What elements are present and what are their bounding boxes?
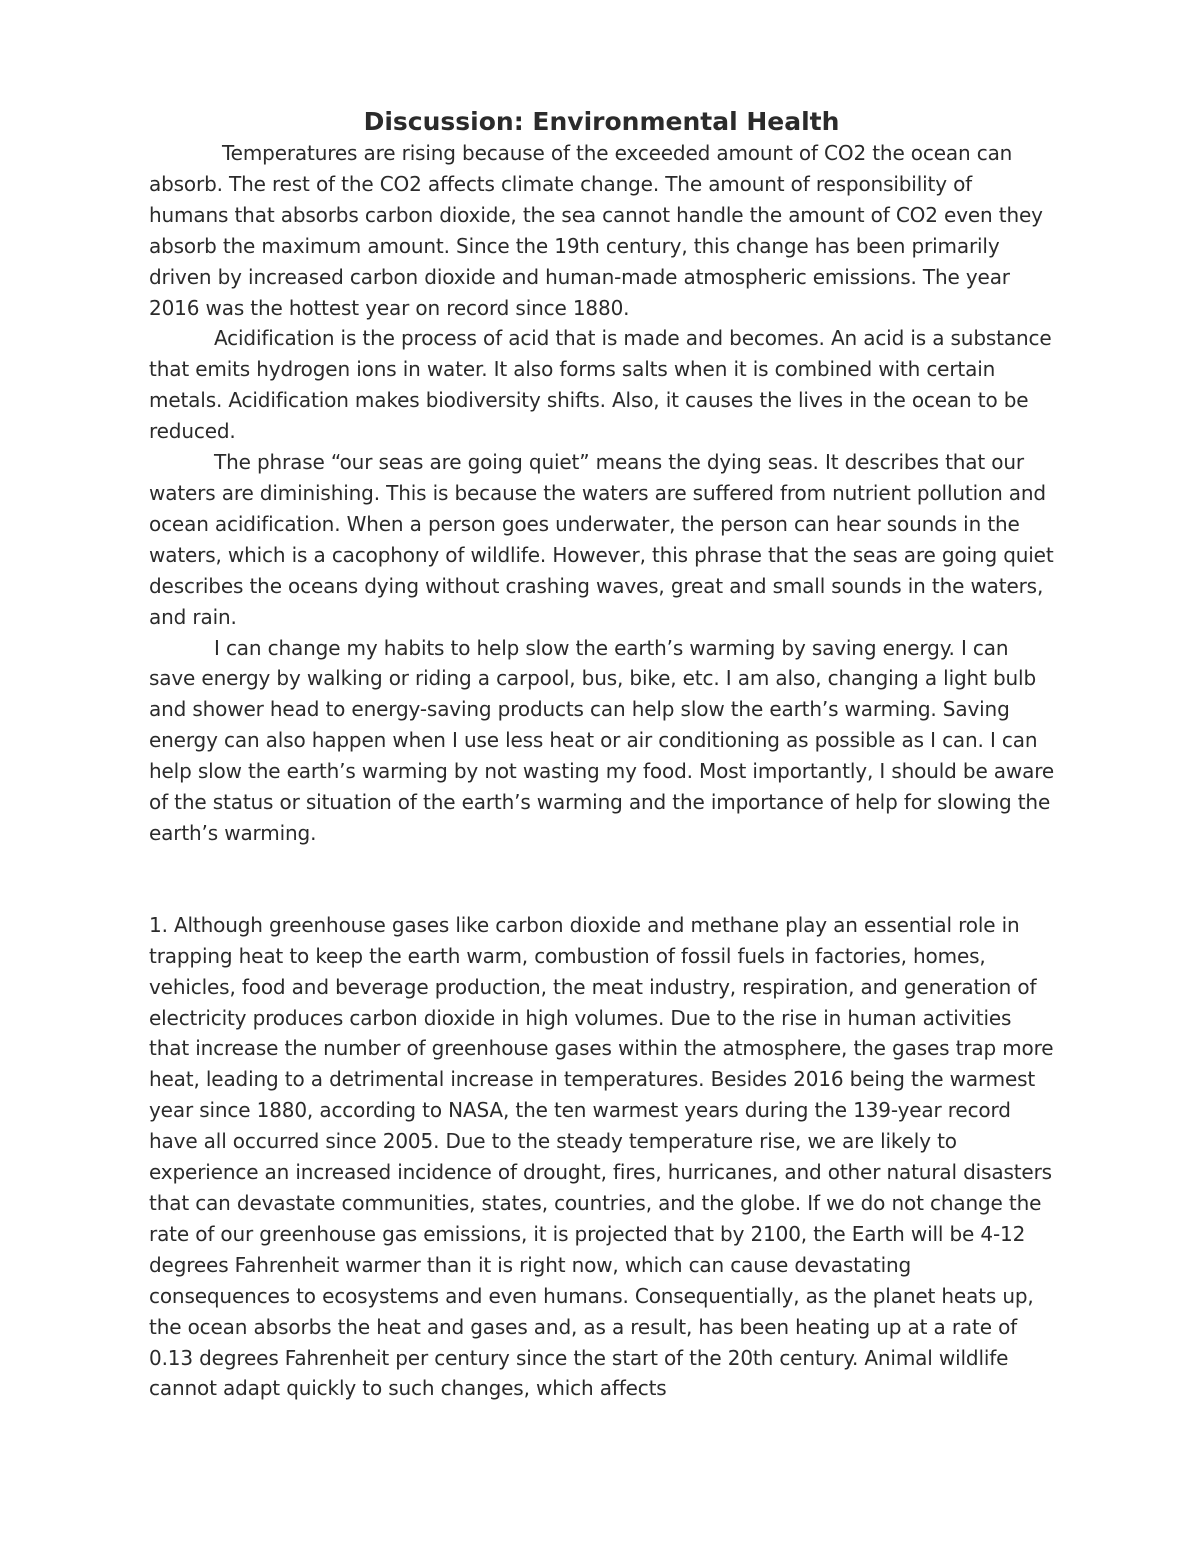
paragraph-seas-going-quiet: The phrase “our seas are going quiet” means the dying seas. It describes that our waters are diminishing. This is because the waters are suffered from nutrient pollution and ocean acidification. When a person goes underwater, the person can hear sounds in the waters, which is a cacophony of wildlife. However, this phrase that the seas are going quiet describes the oceans dying without crashing waves, great and small sounds in the waters, and rain. [149, 450, 1054, 629]
section-spacer [149, 849, 1054, 910]
document-page [149, 106, 1054, 1404]
document-title: Discussion: Environmental Health [363, 107, 840, 136]
paragraph-numbered-1: 1. Although greenhouse gases like carbon dioxide and methane play an essential role in trapping heat to keep the earth warm, combustion of fossil fuels in factories, homes, vehicles, food and beverage production, the meat industry, respiration, and generation of electricity produces carbon dioxide in high volumes. Due to the rise in human activities that increase the number of greenhouse gases within the atmosphere, the gases trap more heat, leading to a detrimental increase in temperatures. Besides 2016 being the warmest year since 1880, according to NASA, the ten warmest years during the 139-year record have all occurred since 2005. Due to the steady temperature rise, we are likely to experience an increased incidence of drought, fires, hurricanes, and other natural disasters that can devastate communities, states, countries, and the globe. If we do not change the rate of our greenhouse gas emissions, it is projected that by 2100, the Earth will be 4-12 degrees Fahrenheit warmer than it is right now, which can cause devastating consequences to ecosystems and even humans. Consequentially, as the planet heats up, the ocean absorbs the heat and gases and, as a result, has been heating up at a rate of 0.13 degrees Fahrenheit per century since the start of the 20th century. Animal wildlife cannot adapt quickly to such changes, which affects [149, 912, 1054, 1401]
paragraph-temperatures: Temperatures are rising because of the exceeded amount of CO2 the ocean can absorb. The rest of the CO2 affects climate change. The amount of responsibility of humans that absorbs carbon dioxide, the sea cannot handle the amount of CO2 even they absorb the maximum amount. Since the 19th century, this change has been primarily driven by increased carbon dioxide and human-made atmospheric emissions. The year 2016 was the hottest year on record since 1880. [149, 141, 1043, 320]
paragraph-acidification: Acidification is the process of acid that is made and becomes. An acid is a substance that emits hydrogen ions in water. It also forms salts when it is combined with certain metals. Acidification makes biodiversity shifts. Also, it causes the lives in the ocean to be reduced. [149, 326, 1052, 444]
paragraph-change-habits: I can change my habits to help slow the earth’s warming by saving energy. I can save energy by walking or riding a carpool, bus, bike, etc. I am also, changing a light bulb and shower head to energy-saving products can help slow the earth’s warming. Saving energy can also happen when I use less heat or air conditioning as possible as I can. I can help slow the earth’s warming by not wasting my food. Most importantly, I should be aware of the status or situation of the earth’s warming and the importance of help for slowing the earth’s warming. [149, 635, 1055, 845]
